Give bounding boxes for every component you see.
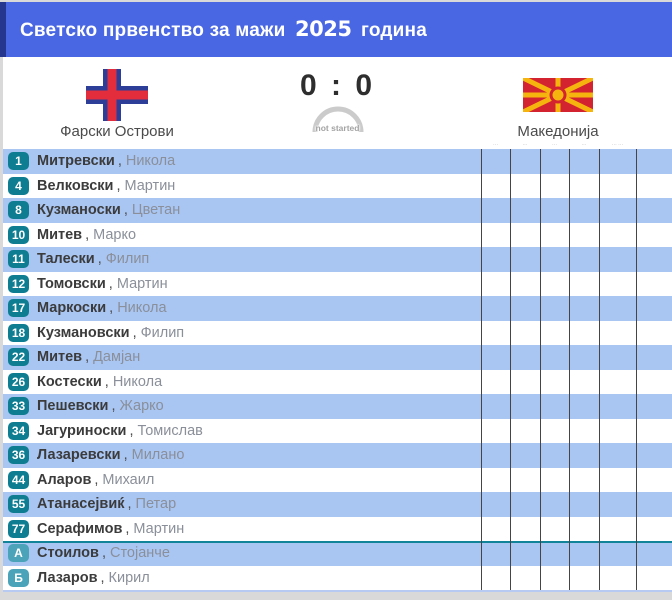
stat-cell xyxy=(636,370,672,395)
stat-cell xyxy=(510,247,540,272)
player-number-badge: 44 xyxy=(8,471,29,489)
name-separator: , xyxy=(109,300,114,317)
stat-cell xyxy=(636,492,672,517)
player-name-cell xyxy=(3,321,481,346)
stat-cell xyxy=(599,223,636,248)
stat-cell xyxy=(569,566,599,591)
stat-cell xyxy=(510,296,540,321)
stat-cell xyxy=(540,321,569,346)
faroe-islands-flag-icon xyxy=(86,69,148,121)
table-row[interactable] xyxy=(3,419,672,444)
stat-cell xyxy=(481,149,510,174)
player-firstname: Милано xyxy=(131,447,185,464)
player-name-cell xyxy=(3,468,481,493)
player-number-badge: 1 xyxy=(8,152,29,170)
table-row[interactable] xyxy=(3,443,672,468)
stat-cell xyxy=(481,394,510,419)
stat-cell xyxy=(599,394,636,419)
player-firstname: Никола xyxy=(117,300,167,317)
stat-cell xyxy=(636,321,672,346)
stat-cell xyxy=(569,174,599,199)
name-separator: , xyxy=(132,324,137,341)
stat-cell xyxy=(636,566,672,591)
stat-cell xyxy=(636,296,672,321)
stat-cell xyxy=(540,419,569,444)
player-name-cell xyxy=(3,272,481,297)
player-name-cell xyxy=(3,345,481,370)
page-title: Светско првенство за мажи 2025 година xyxy=(20,17,427,41)
stat-cell xyxy=(540,272,569,297)
stat-cell xyxy=(540,394,569,419)
player-name-cell xyxy=(3,517,481,542)
stat-cell xyxy=(569,321,599,346)
player-firstname: Михаил xyxy=(102,471,155,488)
stat-cell xyxy=(540,468,569,493)
player-surname: Митев xyxy=(37,226,83,243)
player-surname: Маркоски xyxy=(37,300,107,317)
player-name-cell xyxy=(3,394,481,419)
player-firstname: Никола xyxy=(112,373,163,390)
stat-cell xyxy=(510,272,540,297)
player-name-cell xyxy=(3,198,481,223)
name-separator: , xyxy=(116,177,121,194)
stat-cell xyxy=(599,443,636,468)
player-name-cell xyxy=(3,174,481,199)
stat-cell xyxy=(569,345,599,370)
name-separator: , xyxy=(85,226,90,243)
stat-cell xyxy=(636,468,672,493)
player-name-cell xyxy=(3,419,481,444)
stat-cell xyxy=(569,272,599,297)
player-name-cell xyxy=(3,247,481,272)
table-row[interactable] xyxy=(3,272,672,297)
stat-cell xyxy=(510,174,540,199)
player-name-cell xyxy=(3,149,481,174)
player-firstname: Стојанче xyxy=(109,545,170,562)
stat-cell xyxy=(540,492,569,517)
player-name-cell xyxy=(3,223,481,248)
stat-column-header: ··· xyxy=(522,142,528,148)
player-firstname: Мартин xyxy=(133,520,185,537)
name-separator: , xyxy=(117,153,122,170)
name-separator: , xyxy=(101,545,106,562)
player-surname: Лазаров xyxy=(37,569,98,586)
stat-cell xyxy=(540,566,569,591)
player-number-badge: 77 xyxy=(8,520,29,538)
table-row[interactable] xyxy=(3,247,672,272)
player-name-cell xyxy=(3,566,481,591)
player-surname: Јагуриноски xyxy=(37,422,127,439)
player-number-badge: 8 xyxy=(8,201,29,219)
stat-cell xyxy=(569,492,599,517)
player-number-badge: Б xyxy=(8,569,29,587)
stat-cell xyxy=(569,517,599,542)
player-number-badge: 10 xyxy=(8,226,29,244)
player-name-cell xyxy=(3,443,481,468)
match-status-label: not started xyxy=(315,123,360,133)
stat-cell xyxy=(599,321,636,346)
stat-column-headers xyxy=(3,139,672,149)
macedonia-flag-icon xyxy=(523,69,593,121)
stat-cell xyxy=(540,370,569,395)
table-row[interactable] xyxy=(3,468,672,493)
table-row[interactable] xyxy=(3,296,672,321)
player-surname: Костески xyxy=(37,373,102,390)
stat-cell xyxy=(599,492,636,517)
player-surname: Митревски xyxy=(37,153,115,170)
stat-cell xyxy=(569,247,599,272)
stat-cell xyxy=(481,443,510,468)
stat-cell xyxy=(510,541,540,566)
table-row[interactable] xyxy=(3,541,672,566)
player-firstname: Мартин xyxy=(124,177,176,194)
player-name-cell xyxy=(3,296,481,321)
name-separator: , xyxy=(108,275,113,292)
stat-cell xyxy=(481,247,510,272)
stat-cell xyxy=(540,174,569,199)
stat-cell xyxy=(569,443,599,468)
stat-cell xyxy=(481,345,510,370)
player-number-badge: 12 xyxy=(8,275,29,293)
name-separator: , xyxy=(85,349,90,366)
table-row[interactable] xyxy=(3,370,672,395)
table-row[interactable] xyxy=(3,149,672,174)
name-separator: , xyxy=(97,251,102,268)
player-firstname: Кирил xyxy=(108,569,150,586)
stat-cell xyxy=(540,443,569,468)
stat-cell xyxy=(481,370,510,395)
player-name-cell xyxy=(3,541,481,566)
stat-cell xyxy=(636,517,672,542)
stat-cell xyxy=(510,419,540,444)
stat-cell xyxy=(599,566,636,591)
stat-cell xyxy=(569,370,599,395)
title-bar xyxy=(0,2,672,57)
stat-cell xyxy=(481,541,510,566)
stat-cell xyxy=(510,223,540,248)
table-row[interactable] xyxy=(3,198,672,223)
away-team-name: Македонија xyxy=(517,123,599,140)
stat-cell xyxy=(636,272,672,297)
stat-cell xyxy=(481,468,510,493)
player-surname: Атанасејвиќ xyxy=(37,496,125,513)
player-surname: Томовски xyxy=(37,275,106,292)
stat-cell xyxy=(540,541,569,566)
stat-cell xyxy=(481,296,510,321)
home-team-name: Фарски Острови xyxy=(60,123,174,140)
name-separator: , xyxy=(127,496,132,513)
player-number-badge: 11 xyxy=(8,250,29,268)
stat-cell xyxy=(481,321,510,346)
name-separator: , xyxy=(104,373,109,390)
stat-cell xyxy=(510,492,540,517)
stat-cell xyxy=(540,296,569,321)
player-number-badge: 22 xyxy=(8,348,29,366)
player-surname: Кузманоски xyxy=(37,202,121,219)
home-team xyxy=(3,57,231,140)
match-panel xyxy=(3,57,672,592)
player-surname: Стоилов xyxy=(37,545,99,562)
stat-column-header: ··· ··· xyxy=(611,142,624,148)
stat-cell xyxy=(540,345,569,370)
stat-cell xyxy=(481,419,510,444)
table-row[interactable] xyxy=(3,345,672,370)
table-row[interactable] xyxy=(3,492,672,517)
player-surname: Талески xyxy=(37,251,95,268)
table-row[interactable] xyxy=(3,517,672,542)
stat-cell xyxy=(636,394,672,419)
player-surname: Серафимов xyxy=(37,520,123,537)
stat-cell xyxy=(569,296,599,321)
score-block xyxy=(231,57,444,140)
player-number-badge: 36 xyxy=(8,446,29,464)
stat-cell xyxy=(510,394,540,419)
player-firstname: Филип xyxy=(140,324,185,341)
stat-column-header: ··· xyxy=(552,142,557,148)
stat-cell xyxy=(636,149,672,174)
match-header xyxy=(3,57,672,139)
stat-cell xyxy=(540,198,569,223)
stat-cell xyxy=(510,345,540,370)
player-number-badge: 34 xyxy=(8,422,29,440)
stat-cell xyxy=(540,223,569,248)
stat-cell xyxy=(481,198,510,223)
stat-cell xyxy=(481,566,510,591)
player-name-cell xyxy=(3,370,481,395)
stat-cell xyxy=(599,541,636,566)
stat-cell xyxy=(599,345,636,370)
stat-cell xyxy=(510,370,540,395)
match-status-gauge xyxy=(310,106,366,132)
name-separator: , xyxy=(123,447,128,464)
player-number-badge: А xyxy=(8,544,29,562)
table-row[interactable] xyxy=(3,321,672,346)
player-name-cell xyxy=(3,492,481,517)
stat-cell xyxy=(636,198,672,223)
stat-cell xyxy=(599,468,636,493)
name-separator: , xyxy=(94,471,99,488)
table-row[interactable] xyxy=(3,394,672,419)
stat-column-header: ··· xyxy=(581,142,587,148)
table-row[interactable] xyxy=(3,566,672,591)
player-firstname: Томислав xyxy=(137,422,203,439)
stat-cell xyxy=(636,541,672,566)
player-surname: Лазаревски xyxy=(37,447,121,464)
stat-cell xyxy=(569,198,599,223)
away-team xyxy=(444,57,672,140)
title-year: 2025 xyxy=(295,17,352,41)
stat-cell xyxy=(510,198,540,223)
stat-cell xyxy=(481,492,510,517)
player-firstname: Петар xyxy=(135,496,177,513)
stat-cell xyxy=(510,149,540,174)
stat-cell xyxy=(599,174,636,199)
player-firstname: Филип xyxy=(105,251,150,268)
stat-cell xyxy=(481,272,510,297)
player-firstname: Никола xyxy=(125,153,176,170)
roster-table-body xyxy=(3,149,672,590)
stat-cell xyxy=(599,419,636,444)
stat-cell xyxy=(636,419,672,444)
table-bottom-border xyxy=(3,590,672,592)
player-number-badge: 17 xyxy=(8,299,29,317)
player-surname: Аларов xyxy=(37,471,92,488)
stat-cell xyxy=(569,468,599,493)
stat-cell xyxy=(636,174,672,199)
name-separator: , xyxy=(125,520,130,537)
stat-cell xyxy=(540,149,569,174)
stat-cell xyxy=(569,223,599,248)
player-surname: Митев xyxy=(37,349,83,366)
player-number-badge: 26 xyxy=(8,373,29,391)
stat-cell xyxy=(599,370,636,395)
stat-cell xyxy=(481,517,510,542)
stat-cell xyxy=(510,468,540,493)
player-firstname: Жарко xyxy=(119,398,164,415)
stat-cell xyxy=(569,394,599,419)
stat-cell xyxy=(599,296,636,321)
stat-cell xyxy=(510,321,540,346)
stat-cell xyxy=(599,272,636,297)
player-number-badge: 18 xyxy=(8,324,29,342)
stat-cell xyxy=(510,443,540,468)
player-number-badge: 55 xyxy=(8,495,29,513)
stat-cell xyxy=(481,223,510,248)
table-row[interactable] xyxy=(3,223,672,248)
player-surname: Кузмановски xyxy=(37,324,130,341)
player-surname: Пешевски xyxy=(37,398,109,415)
stat-cell xyxy=(599,517,636,542)
player-firstname: Дамјан xyxy=(93,349,141,366)
player-firstname: Мартин xyxy=(116,275,168,292)
stat-cell xyxy=(636,247,672,272)
stat-cell xyxy=(510,566,540,591)
stat-cell xyxy=(636,443,672,468)
stat-cell xyxy=(540,517,569,542)
stat-column-header: ··· xyxy=(493,142,498,148)
stat-cell xyxy=(599,247,636,272)
player-firstname: Марко xyxy=(93,226,137,243)
name-separator: , xyxy=(100,569,105,586)
stat-cell xyxy=(599,149,636,174)
stat-cell xyxy=(569,541,599,566)
player-firstname: Цветан xyxy=(131,202,181,219)
stat-cell xyxy=(510,517,540,542)
stat-cell xyxy=(599,198,636,223)
stat-cell xyxy=(569,419,599,444)
stat-cell xyxy=(540,247,569,272)
stat-cell xyxy=(636,345,672,370)
name-separator: , xyxy=(111,398,116,415)
name-separator: , xyxy=(129,422,134,439)
player-number-badge: 33 xyxy=(8,397,29,415)
stat-cell xyxy=(481,174,510,199)
score-text: 0 : 0 xyxy=(299,69,376,102)
table-row[interactable] xyxy=(3,174,672,199)
player-surname: Велковски xyxy=(37,177,114,194)
name-separator: , xyxy=(123,202,128,219)
stat-cell xyxy=(569,149,599,174)
stat-cell xyxy=(636,223,672,248)
player-number-badge: 4 xyxy=(8,177,29,195)
